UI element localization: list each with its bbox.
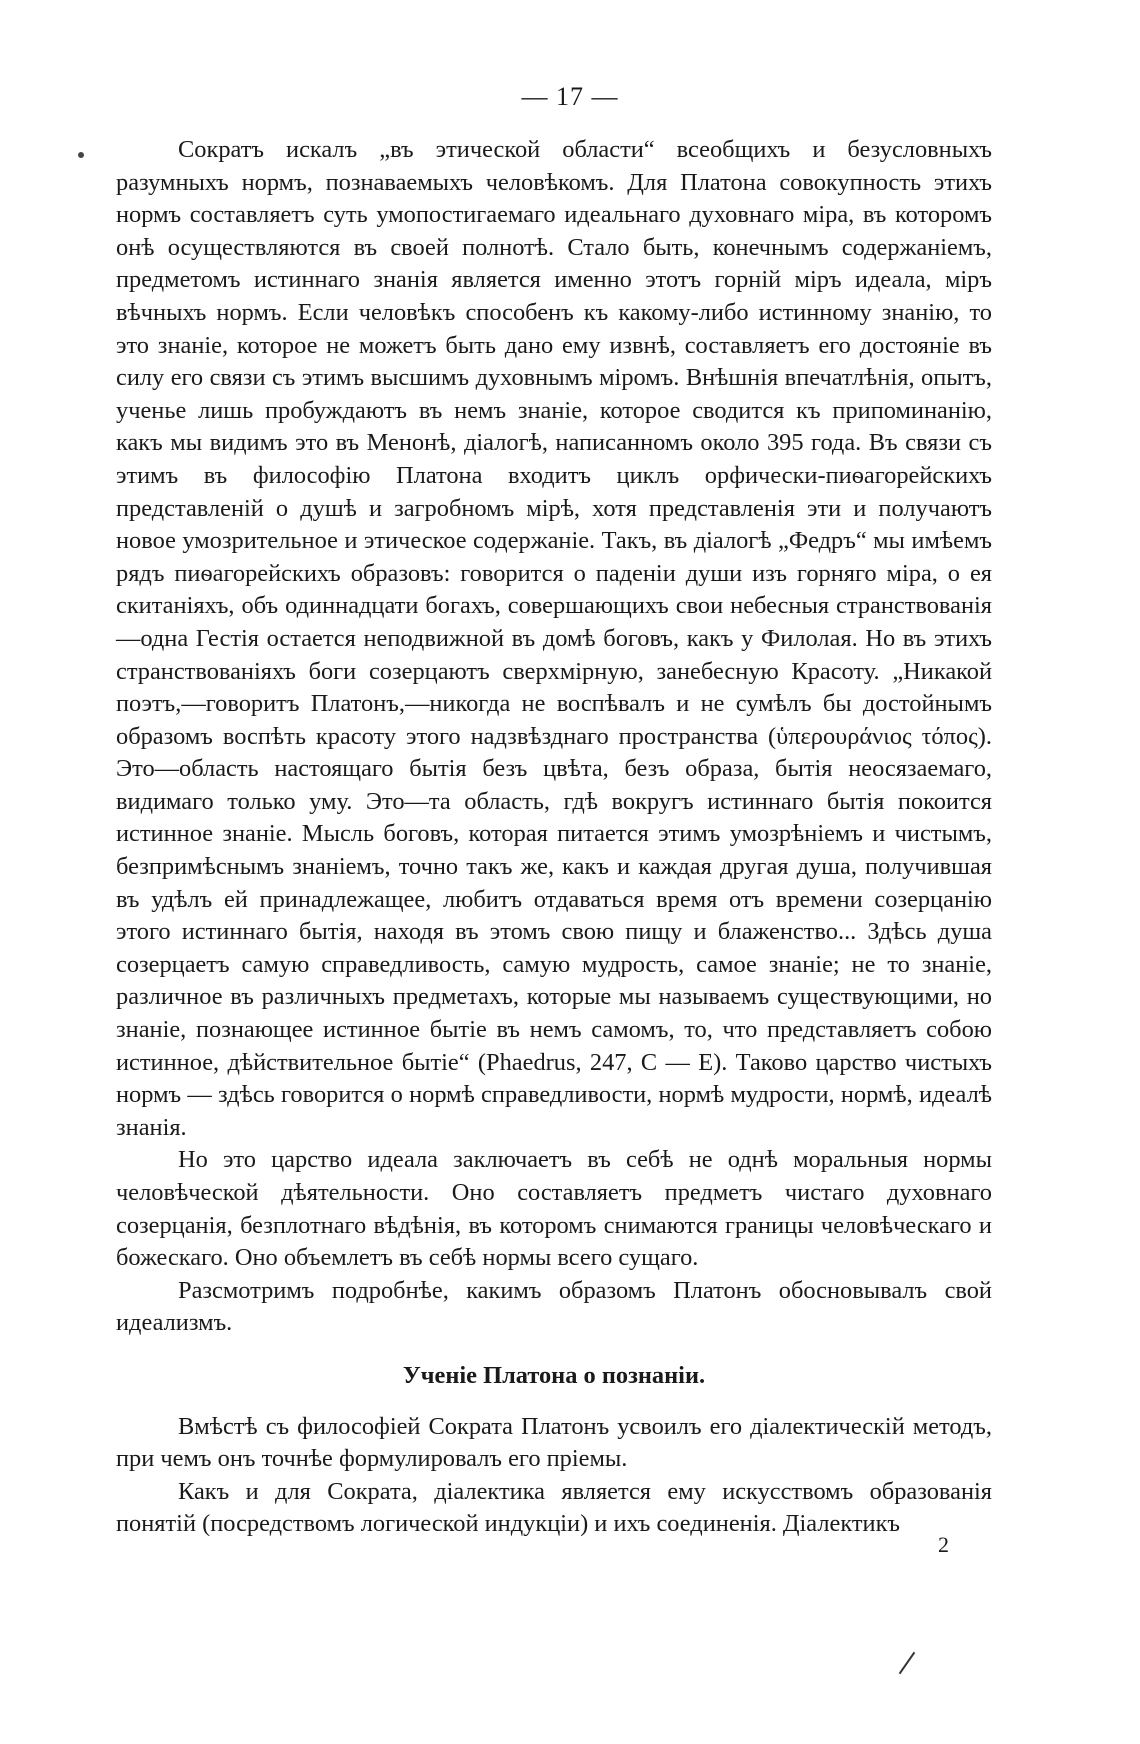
paragraph-3: Разсмотримъ подробнѣе, какимъ образомъ Платонъ обосновывалъ свой идеализмъ.: [116, 1276, 992, 1337]
paragraph-1: Сократъ искалъ „въ этической области“ всеобщихъ и безусловныхъ разумныхъ нормъ, познаваемыхъ человѣкомъ. Для Платона совокупность этихъ нормъ составляетъ суть умопостигаемаго идеальнаго духовнаго міра, въ которомъ онѣ осуществляются въ своей полнотѣ. Стало быть, конечнымъ содержаніемъ, предметомъ истиннаго знанія является именно этотъ горній міръ идеала, міръ вѣчныхъ нормъ. Если человѣкъ способенъ къ какому-либо истинному знанію, то это знаніе, которое не можетъ быть дано ему извнѣ, составляетъ его достояніе въ силу его связи съ этимъ высшимъ духовнымъ міромъ. Внѣшнія впечатлѣнія, опытъ, ученье лишь пробуждаютъ въ немъ знаніе, которое сводится къ припоминанію, какъ мы видимъ это въ Менонѣ, діалогѣ, написанномъ около 395 года. Въ связи съ этимъ въ философію Платона входитъ циклъ орфически-пиѳагорейскихъ представленій о душѣ и загробномъ мірѣ, хотя представленія эти и получаютъ новое умозрительное и этическое содержаніе. Такъ, въ діалогѣ „Федръ“ мы имѣемъ рядъ пиѳагорейскихъ образовъ: говорится о паденіи души изъ горняго міра, о ея скитаніяхъ, объ одиннадцати богахъ, совершающихъ свои небесныя странствованія—одна Гестія остается неподвижной въ домѣ боговъ, какъ у Филолая. Но въ этихъ странствованіяхъ боги созерцаютъ сверхмірную, занебесную Красоту. „Никакой поэтъ,—говоритъ Платонъ,—никогда не воспѣвалъ и не сумѣлъ бы достойнымъ образомъ воспѣть красоту этого надзвѣзднаго пространства (ὑπερουράνιος τόπος). Это—область настоящаго бытія безъ цвѣта, безъ образа, бытія неосязаемаго, видимаго только уму. Это—та область, гдѣ вокругъ истиннаго бытія покоится истинное знаніе. Мысль боговъ, которая питается этимъ умозрѣніемъ и чистымъ, безпримѣснымъ знаніемъ, точно такъ же, какъ и каждая другая душа, получившая въ удѣлъ ей принадлежащее, любитъ отдаваться время отъ времени созерцанію этого истиннаго бытія, находя въ этомъ свою пищу и блаженство... Здѣсь душа созерцаетъ самую справедливость, самую мудрость, самое знаніе; не то знаніе, различное въ различныхъ предметахъ, которые мы называемъ существующими, но знаніе, познающее истинное бытіе въ немъ самомъ, то, что представляетъ собою истинное, дѣйствительное бытіе“ (Phaedrus, 247, C — E). Таково царство чистыхъ нормъ — здѣсь говорится о нормѣ справедливости, нормѣ мудрости, нормѣ, идеалѣ знанія.: [116, 136, 992, 1141]
page-number: — 17 —: [521, 82, 619, 111]
margin-dot-mark: [78, 152, 84, 158]
section-heading: Ученіе Платона о познаніи.: [402, 1361, 706, 1389]
section-paragraph-2: Какъ и для Сократа, діалектика является ему искусствомъ образованія понятій (посредствомъ логической индукціи) и ихъ соединенія. Діалектикъ: [116, 1477, 992, 1538]
sheet-signature: 2: [938, 1532, 949, 1557]
pencil-stroke-mark: [899, 1652, 916, 1674]
section-paragraph-1: Вмѣстѣ съ философіей Сократа Платонъ усвоилъ его діалектическій методъ, при чемъ онъ точнѣе формулировалъ его пріемы.: [116, 1412, 992, 1473]
paragraph-2: Но это царство идеала заключаетъ въ себѣ не однѣ моральныя нормы человѣческой дѣятельности. Оно составляетъ предметъ чистаго духовнаго созерцанія, безплотнаго вѣдѣнія, въ которомъ снимаются границы человѣческаго и божескаго. Оно объемлетъ въ себѣ нормы всего сущаго.: [116, 1146, 992, 1272]
body-text: [116, 134, 992, 1541]
